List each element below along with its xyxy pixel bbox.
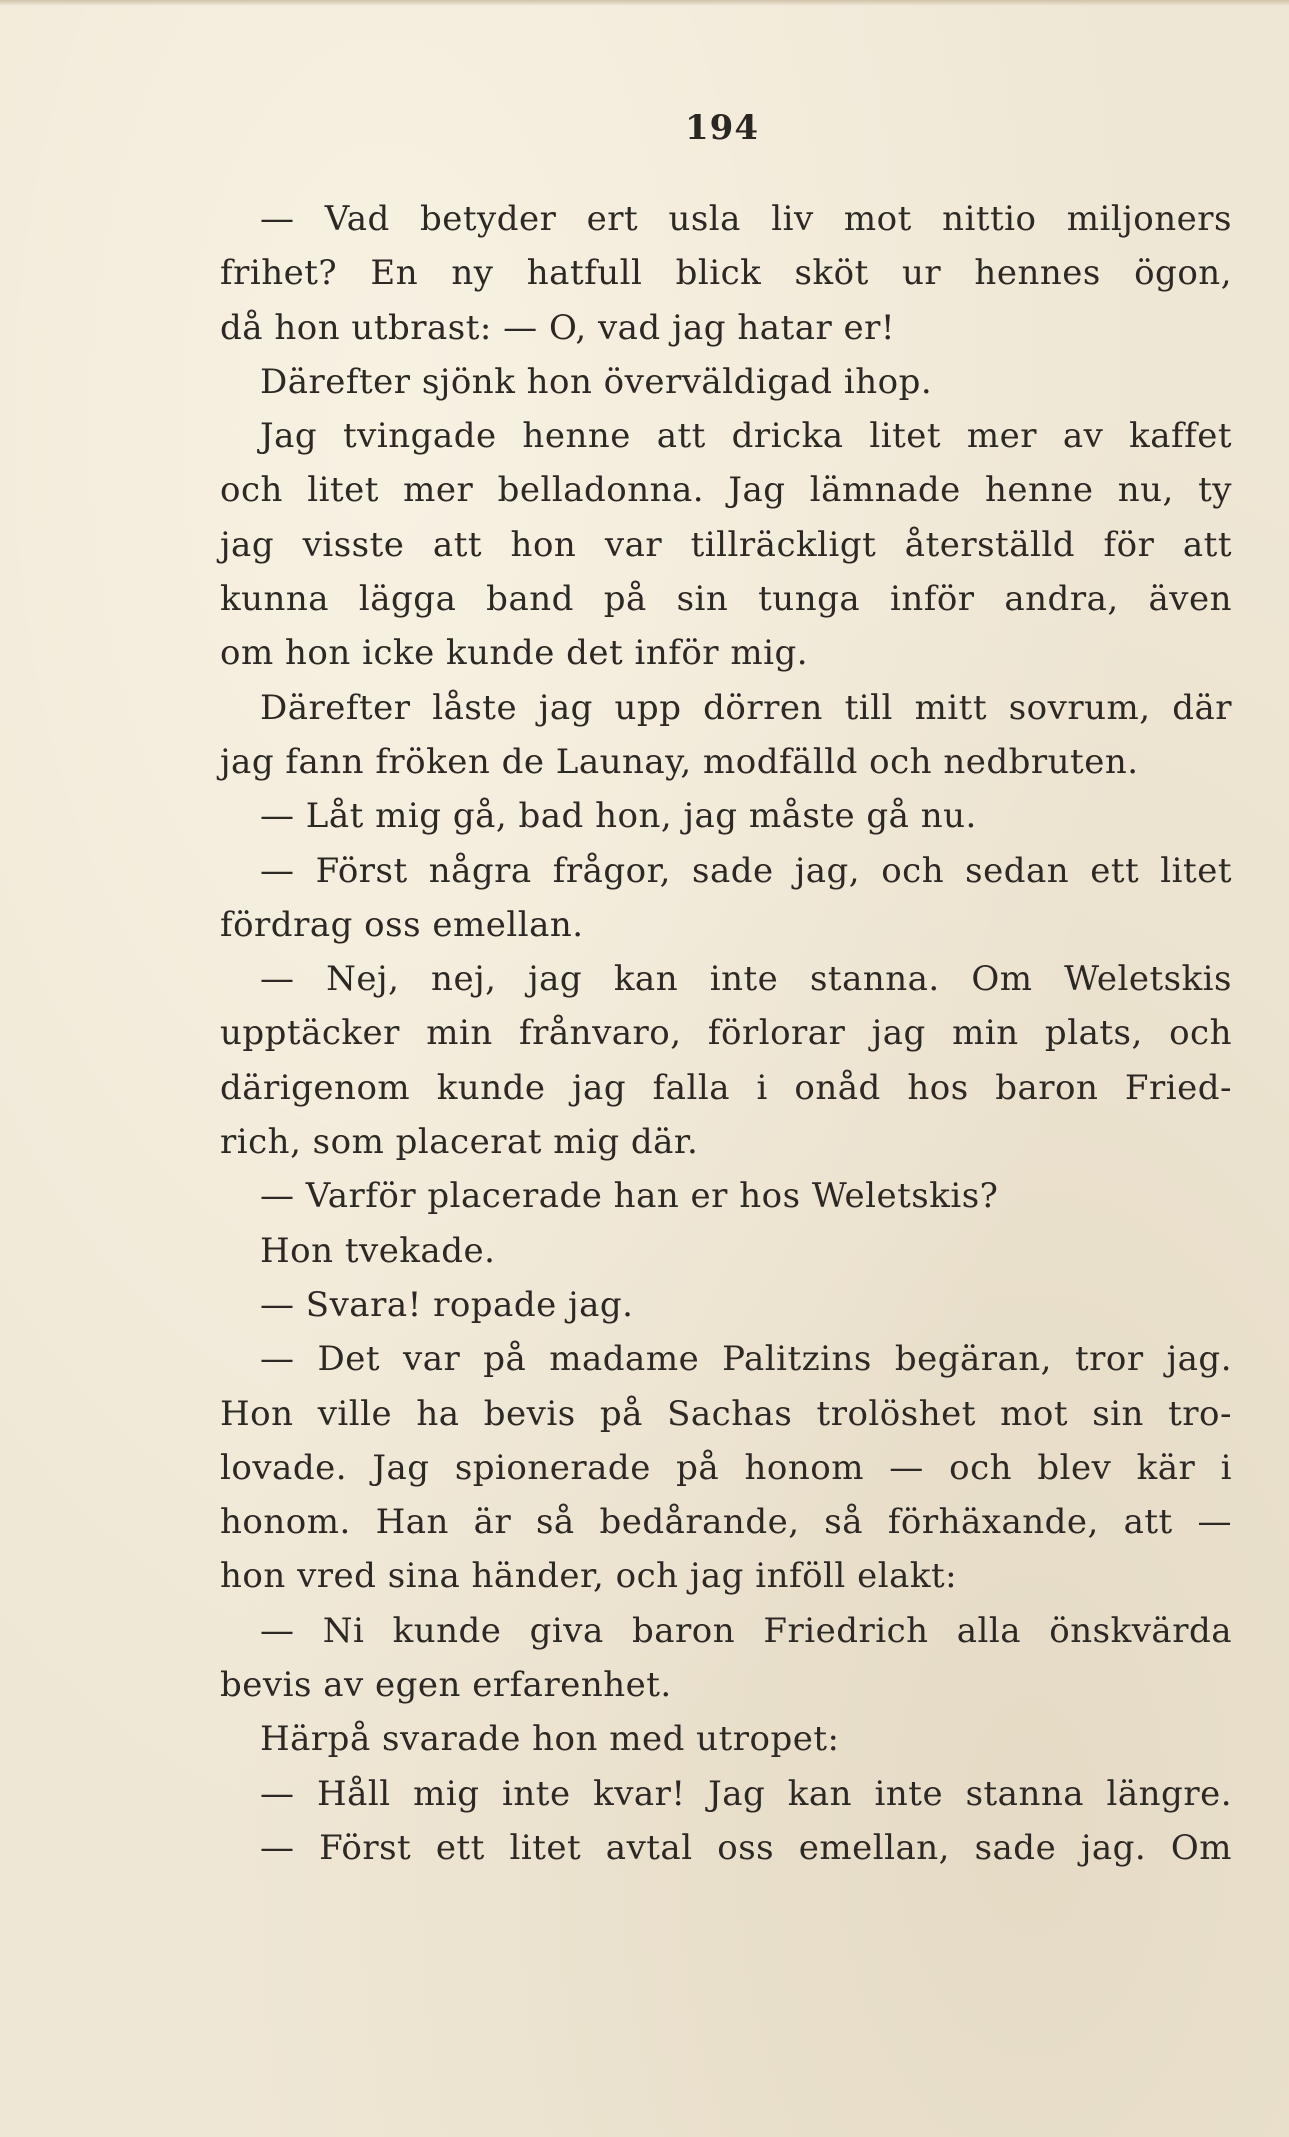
text-line: jag fann fröken de Launay, modfälld och nedbruten. [220, 741, 1139, 782]
text-line: bevis av egen erfarenhet. [220, 1665, 672, 1706]
text-line: Jag tvingade henne att dricka litet mer av kaffet [260, 416, 1232, 457]
text-line: då hon utbrast: — O, vad jag hatar er! [220, 307, 896, 348]
text-line: rich, som placerat mig där. [220, 1122, 699, 1163]
page-top-edge [0, 0, 1289, 6]
text-line: upptäcker min frånvaro, förlorar jag min plats, och [220, 1013, 1232, 1054]
text-line: kunna lägga band på sin tunga inför andra, även [220, 579, 1232, 620]
text-line: — Det var på madame Palitzins begäran, tror jag. [260, 1339, 1232, 1380]
text-line: — Varför placerade han er hos Weletskis? [260, 1176, 999, 1217]
text-line: frihet? En ny hatfull blick sköt ur hennes ögon, [220, 253, 1232, 294]
text-line: — Nej, nej, jag kan inte stanna. Om Weletskis [260, 959, 1232, 1000]
text-line: och litet mer belladonna. Jag lämnade henne nu, ty [220, 470, 1232, 511]
page-number: 194 [685, 108, 759, 148]
text-line: om hon icke kunde det inför mig. [220, 633, 809, 674]
text-line: jag visste att hon var tillräckligt återställd för att [220, 524, 1232, 565]
text-line: — Först några frågor, sade jag, och sedan ett litet [260, 850, 1232, 891]
text-line: lovade. Jag spionerade på honom — och blev kär i [220, 1447, 1232, 1488]
text-line: Härpå svarade hon med utropet: [260, 1719, 840, 1760]
text-line: — Ni kunde giva baron Friedrich alla önskvärda [260, 1610, 1232, 1651]
text-line: Hon ville ha bevis på Sachas trolöshet mot sin tro- [220, 1393, 1232, 1434]
text-line: — Svara! ropade jag. [260, 1284, 634, 1325]
text-line: — Håll mig inte kvar! Jag kan inte stanna längre. [260, 1773, 1232, 1814]
text-line: — Låt mig gå, bad hon, jag måste gå nu. [260, 796, 977, 837]
text-line: honom. Han är så bedårande, så förhäxande, att — [220, 1502, 1232, 1543]
text-line: Hon tvekade. [260, 1230, 496, 1271]
body-text [220, 192, 1232, 1875]
text-line: — Först ett litet avtal oss emellan, sade jag. Om [260, 1827, 1232, 1868]
text-line: Därefter låste jag upp dörren till mitt sovrum, där [260, 687, 1232, 728]
text-line: fördrag oss emellan. [220, 904, 584, 945]
text-line: Därefter sjönk hon överväldigad ihop. [260, 361, 933, 402]
text-line: — Vad betyder ert usla liv mot nittio miljoners [260, 199, 1232, 239]
text-line: därigenom kunde jag falla i onåd hos baron Fried- [220, 1067, 1232, 1108]
text-line: hon vred sina händer, och jag inföll elakt: [220, 1556, 958, 1597]
